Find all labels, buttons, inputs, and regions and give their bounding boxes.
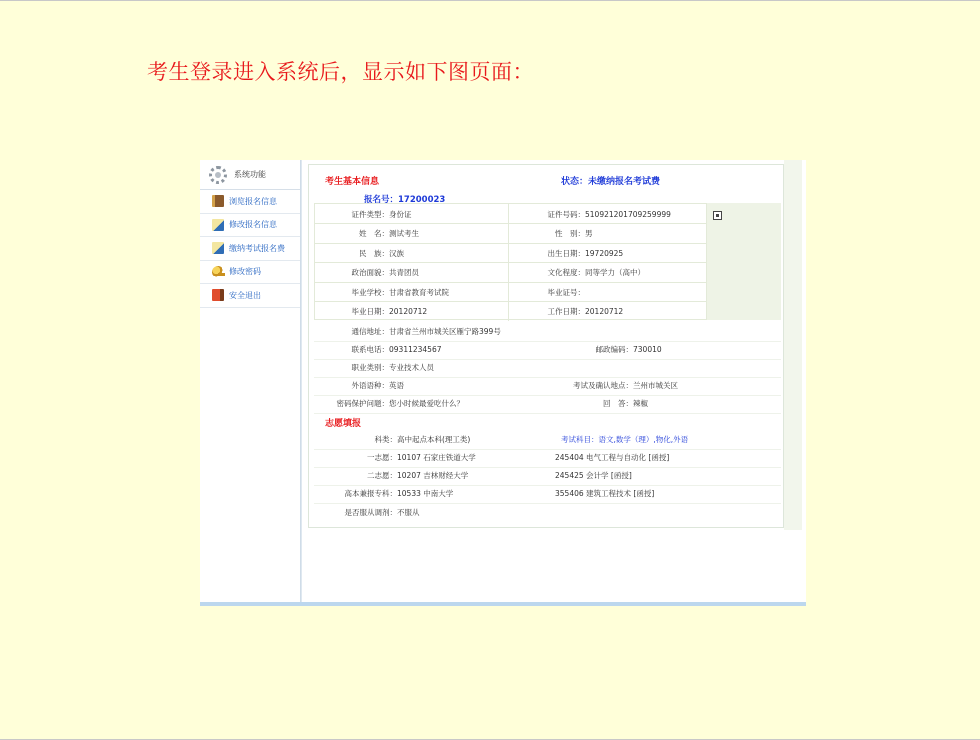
second-wish-major: 245425 会计学 [函授] xyxy=(555,471,632,480)
status-label: 状态：未缴纳报名考试费 xyxy=(561,177,661,187)
obey-adjustment-row: 是否服从调剂：不服从 xyxy=(344,508,420,517)
category-row: 科类：高中起点本科(理工类) xyxy=(374,435,471,444)
exam-subjects: 考试科目：语文,数学（理）,物化,外语 xyxy=(561,435,689,444)
right-margin xyxy=(784,160,802,530)
phone-row: 联系电话：09311234567 xyxy=(351,345,442,354)
wish-title: 志愿填报 xyxy=(325,419,362,429)
job-row: 职业类别：专业技术人员 xyxy=(351,363,434,372)
security-question-row: 密码保护问题：您小时候最爱吃什么？ xyxy=(336,399,464,408)
zip-row: 邮政编码：730010 xyxy=(595,345,662,354)
info-row: 毕业证号： xyxy=(547,288,585,297)
photo-placeholder-icon xyxy=(713,211,722,220)
sidebar-item-pay-fee[interactable] xyxy=(200,237,300,261)
first-wish-major: 245404 电气工程与自动化 [函授] xyxy=(555,453,670,462)
info-row: 性 别：男 xyxy=(555,229,593,238)
key-icon xyxy=(212,266,224,278)
second-wish-row: 二志愿：10207 吉林财经大学 xyxy=(367,471,469,480)
book-icon xyxy=(212,195,224,207)
system-screenshot xyxy=(200,160,806,606)
sidebar-item-label: 缴纳考试报名费 xyxy=(229,243,285,253)
photo-area xyxy=(707,203,781,320)
edit-icon xyxy=(212,219,224,231)
content-bottom-area xyxy=(304,530,802,602)
info-row: 毕业日期：20120712 xyxy=(351,307,428,316)
address-row: 通信地址：甘肃省兰州市城关区雁宁路399号 xyxy=(351,327,501,336)
sidebar-item-edit-info[interactable] xyxy=(200,214,300,238)
info-row: 出生日期：19720925 xyxy=(547,249,624,258)
page-heading: 考生登录进入系统后，显示如下图页面： xyxy=(147,60,534,84)
info-row: 姓 名：测试考生 xyxy=(359,229,419,238)
info-row: 毕业学校：甘肃省教育考试院 xyxy=(351,288,449,297)
first-wish-row: 一志愿：10107 石家庄铁道大学 xyxy=(367,453,476,462)
sidebar xyxy=(200,160,301,602)
sidebar-title: 系统功能 xyxy=(234,170,266,179)
language-row: 外语语种：英语 xyxy=(351,381,404,390)
info-row: 工作日期：20120712 xyxy=(547,307,624,316)
sidebar-item-logout[interactable] xyxy=(200,284,300,308)
registration-number: 报名号：17200023 xyxy=(364,195,446,205)
sidebar-item-label: 修改密码 xyxy=(229,267,261,277)
sidebar-item-change-password[interactable] xyxy=(200,261,300,285)
info-row: 证件类型：身份证 xyxy=(351,210,412,219)
sidebar-item-label: 修改报名信息 xyxy=(229,220,277,230)
info-row: 政治面貌：共青团员 xyxy=(351,268,419,277)
sidebar-item-label: 安全退出 xyxy=(229,290,261,300)
info-row: 文化程度：同等学力（高中） xyxy=(547,268,645,277)
security-answer-row: 回 答：辣椒 xyxy=(603,399,648,408)
exit-icon xyxy=(212,289,224,301)
sidebar-item-label: 浏览报名信息 xyxy=(229,196,277,206)
info-row: 民 族：汉族 xyxy=(359,249,404,258)
gear-icon xyxy=(209,166,227,184)
college-wish-major: 355406 建筑工程技术 [函授] xyxy=(555,489,655,498)
sidebar-item-view-info[interactable] xyxy=(200,190,300,214)
basic-info-title: 考生基本信息 xyxy=(325,177,380,187)
edit-icon xyxy=(212,242,224,254)
info-panel xyxy=(308,164,784,528)
college-wish-row: 高本兼报专科：10533 中南大学 xyxy=(344,489,454,498)
exam-site-row: 考试及确认地点：兰州市城关区 xyxy=(573,381,678,390)
sidebar-header xyxy=(200,160,300,190)
info-row: 证件号码：510921201709259999 xyxy=(547,210,671,219)
